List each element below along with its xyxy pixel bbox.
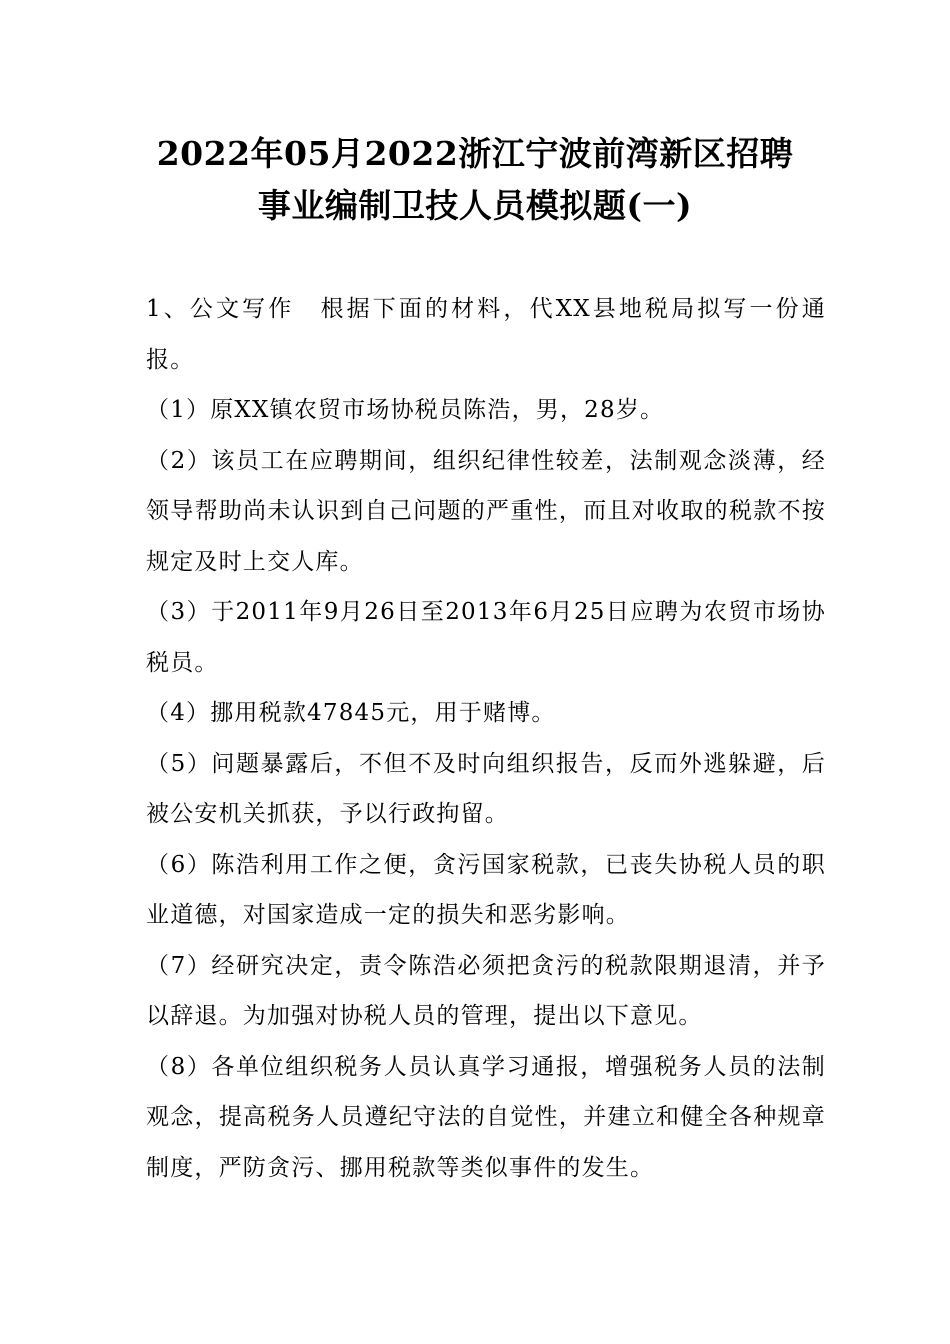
material-item-8: （8）各单位组织税务人员认真学习通报，增强税务人员的法制观念，提高税务人员遵纪守法的自觉性，并建立和健全各种规章制度，严防贪污、挪用税款等类似事件的发生。 <box>146 1053 826 1181</box>
question-intro: 1、公文写作 根据下面的材料，代XX县地税局拟写一份通报。 <box>146 296 826 373</box>
material-item-3: （3）于2011年9月26日至2013年6月25日应聘为农贸市场协税员。 <box>146 599 826 676</box>
material-item-7: （7）经研究决定，责令陈浩必须把贪污的税款限期退清，并予以辞退。为加强对协税人员的管理，提出以下意见。 <box>146 952 826 1029</box>
document-title-line-1: 2022年05月2022浙江宁波前湾新区招聘 <box>156 134 794 173</box>
material-item-1: （1）原XX镇农贸市场协税员陈浩，男，28岁。 <box>146 397 665 423</box>
document-title-line-2: 事业编制卫技人员模拟题(一) <box>257 186 693 225</box>
material-item-2: （2）该员工在应聘期间，组织纪律性较差，法制观念淡薄，经领导帮助尚未认识到自己问题的严重性，而且对收取的税款不按规定及时上交人库。 <box>146 447 826 575</box>
material-item-6: （6）陈浩利用工作之便，贪污国家税款，已丧失协税人员的职业道德，对国家造成一定的损失和恶劣影响。 <box>146 851 826 928</box>
material-item-4: （4）挪用税款47845元，用于赌博。 <box>146 700 556 726</box>
document-body <box>146 284 826 1193</box>
material-item-5: （5）问题暴露后，不但不及时向组织报告，反而外逃躲避，后被公安机关抓获，予以行政拘留。 <box>146 750 826 827</box>
